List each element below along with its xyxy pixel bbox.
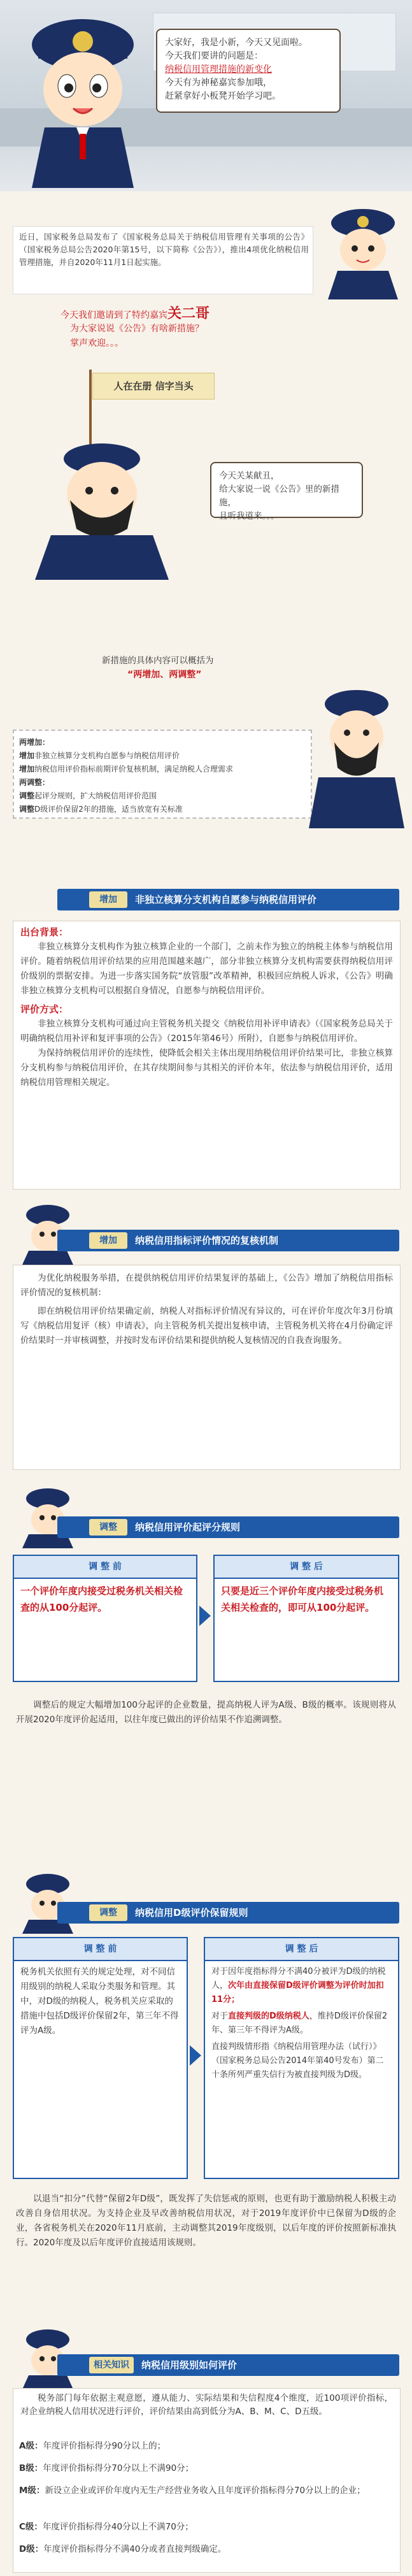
section-levels bbox=[0, 2326, 412, 2576]
review-text-2: 即在纳税信用评价结果确定前，纳税人对指标评价情况有异议的，可在评价年度次年3月份填写《纳税信用复评（核）申请表》，向主管税务机关提出复核申请，主管税务机关将在4月份确定评价结果时一并审核调整，并按时发布评价结果和提供纳税人复核情况的自我查询服务。 bbox=[20, 1306, 393, 1346]
method-text-1: 非独立核算分支机构可通过向主管税务机关提交《纳税信用补评申请表》（《国家税务总局关于明确纳税信用补评和复评事项的公告》（2015年第46号）所附），自愿参与纳税信用评价。 bbox=[20, 1019, 393, 1044]
section-tag: 调整 bbox=[89, 1519, 127, 1536]
section-header bbox=[0, 1896, 412, 1930]
officer-icon bbox=[322, 204, 404, 299]
background-label: 出台背景： bbox=[20, 926, 69, 938]
summary-item: 两增加： bbox=[19, 738, 50, 747]
guan-flag: 人在在册 信字当头 bbox=[92, 373, 215, 399]
level-item-a: A级：年度评价指标得分90分以上的； bbox=[19, 2441, 166, 2451]
summary-lead-1: 新措施的具体内容可以概括为 bbox=[102, 656, 214, 666]
officer-icon bbox=[13, 6, 153, 188]
summary-list bbox=[19, 736, 306, 816]
section-title: 纳税信用评价起评分规则 bbox=[135, 1522, 241, 1533]
section-tag: 调整 bbox=[89, 1904, 127, 1921]
section-title: 纳税信用指标评价情况的复核机制 bbox=[135, 1235, 279, 1246]
guan-line-1: 今天关某献丑， bbox=[219, 471, 280, 481]
levels-intro: 税务部门每年依据主观意愿，遵从能力、实际结果和失信程度4个维度，近100项评价指标，对企业纳税人信用状况进行评价，评价结果由高到低分为A、B、M、C、D五级。 bbox=[20, 2393, 393, 2417]
guan-section bbox=[0, 357, 412, 644]
background-text: 非独立核算分支机构作为独立核算企业的一个部门，之前未作为独立的纳税主体参与纳税信用评价。随着纳税信用评价结果的应用范围越来越广，部分非独立核算分支机构需要获得纳税信用评价级别的票据安排。为进一步落实国务院“放管服”改革精神，积极回应纳税人诉求，《公告》明确非独立核算分支机构可以根据自身情况，自愿参与纳税信用评价。 bbox=[20, 942, 393, 996]
section-independent-branch bbox=[0, 879, 412, 1198]
summary-lead-2: “两增加、两调整” bbox=[127, 670, 202, 680]
summary-item: 增加非独立核算分支机构自愿参与纳税信用评价 bbox=[19, 751, 180, 760]
guan-officer-icon bbox=[25, 440, 178, 580]
section-d-level bbox=[0, 1867, 412, 2326]
d-level-text: 以退当“扣分”代替“保留2年D级”，既发挥了失信惩戒的原则，也更有助于激励纳税人积极主动改善自身信用状况。为支持企业及早改善纳税信用状况，对于2019年度评价中已保留为D级的企业，各省税务机关在2020年11月底前，主动调整其2019年度级别，以后年度的评价按照新标准执行。2020年度及以后年度评价直接适用该规则。 bbox=[16, 2194, 396, 2248]
intro-line-2: 今天我们要讲的问题是： bbox=[165, 51, 263, 61]
intro-line-1: 大家好，我是小新，今天又见面啦。 bbox=[165, 38, 308, 48]
section-review-mechanism bbox=[0, 1198, 412, 1478]
guan-line-2: 给大家说一说《公告》里的新措施， bbox=[219, 484, 339, 508]
guest-line-3: 掌声欢迎。。。 bbox=[70, 338, 124, 349]
after-text: 只要是近三个评价年度内接受过税务机关相关检查的，即可从100分起评。 bbox=[221, 1585, 384, 1613]
guan-officer-icon bbox=[306, 682, 408, 828]
section-tag: 增加 bbox=[89, 891, 127, 908]
section-header bbox=[0, 1510, 412, 1544]
before-text: 一个评价年度内接受过税务机关相关检查的从100分起评。 bbox=[20, 1585, 183, 1613]
section-header bbox=[0, 2348, 412, 2382]
level-item-c: C级：年度评价指标得分40分以上不满70分； bbox=[19, 2522, 194, 2532]
score-text: 调整后的规定大幅增加100分起评的企业数量，提高纳税人评为A级、B级的概率。该规则将从开展2020年度评价起适用，以往年度已做出的评价结果不作追溯调整。 bbox=[16, 1700, 396, 1725]
level-item-d: D级：年度评价指标得分不满40分或者直接判级确定。 bbox=[19, 2544, 227, 2554]
review-text-1: 为优化纳税服务举措，在提供纳税信用评价结果复评的基础上，《公告》增加了纳税信用指标评价情况的复核机制： bbox=[20, 1273, 393, 1298]
summary-section bbox=[0, 644, 412, 879]
summary-item: 两调整： bbox=[19, 778, 50, 787]
section-title: 非独立核算分支机构自愿参与纳税信用评价 bbox=[135, 894, 317, 905]
news-section bbox=[0, 191, 412, 357]
before-head: 调 整 前 bbox=[14, 1556, 196, 1579]
before-text: 税务机关依照有关的规定处理，对不同信用级别的纳税人采取分类服务和管理。其中，对D级的纳税人，税务机关应采取的措施中包括D级评价保留2年，第三年不得评为A级。 bbox=[20, 1967, 179, 2036]
intro-speech-bubble bbox=[156, 29, 341, 113]
section-initial-score bbox=[0, 1478, 412, 1867]
before-card bbox=[13, 1555, 197, 1682]
after-card bbox=[204, 1937, 399, 2179]
review-text bbox=[20, 1271, 393, 1348]
intro-line-3: 纳税信用管理措施的新变化 bbox=[165, 64, 272, 75]
summary-item: 调整起评分规则，扩大纳税信用评价范围 bbox=[19, 791, 157, 800]
section-tag: 增加 bbox=[89, 1232, 127, 1249]
before-card bbox=[13, 1937, 188, 2179]
section-title: 纳税信用D级评价保留规则 bbox=[135, 1907, 248, 1918]
level-item-b: B级：年度评价指标得分70分以上不满90分； bbox=[19, 2463, 194, 2473]
guan-speech-bubble bbox=[210, 462, 363, 521]
after-head: 调 整 后 bbox=[205, 1938, 398, 1961]
intro-section bbox=[0, 0, 412, 191]
summary-item: 增加纳税信用评价指标前期评价复核机制，满足纳税人合理需求 bbox=[19, 765, 234, 774]
after-card bbox=[213, 1555, 399, 1682]
method-text-2: 为保持纳税信用评价的连续性，使降低会相关主体出现用纳税信用评价结果可比，非独立核算分支机构参与纳税信用评价，在其存续期间参与其相关的评价本年，依法参与纳税信用评价，适用纳税信用管理相关规定。 bbox=[20, 1048, 393, 1088]
guan-line-3: 且听我道来。。。 bbox=[219, 511, 280, 521]
method-label: 评价方式： bbox=[20, 1004, 69, 1015]
guest-line-2: 为大家说说《公告》有啥新措施？ bbox=[70, 324, 204, 334]
news-text: 近日，国家税务总局发布了《国家税务总局关于纳税信用管理有关事项的公告》（国家税务总局公告2020年第15号，以下简称《公告》），推出4项优化纳税信用管理措施，并自2020年11月1日起实施。 bbox=[19, 232, 309, 267]
section-header bbox=[0, 1223, 412, 1258]
level-item-m: M级：新设立企业或评价年度内无生产经营业务收入且年度评价指标得分70分以上的企业； bbox=[19, 2486, 366, 2496]
after-text: 对于因年度指标得分不满40分被评为D级的纳税人，次年由直接保留D级评价调整为评价时加扣11分； 对于直接判级的D级纳税人，维持D级评价保留2年、第三年不得评为A级。 直接判级情形指《纳税信用管理办法（试行）》（国家税务总局公告2014年第40号发布）第二十条所列严重失信行为被直接判级为D级。 bbox=[211, 1967, 388, 2080]
section-title: 纳税信用级别如何评价 bbox=[141, 2359, 238, 2371]
before-head: 调 整 前 bbox=[14, 1938, 187, 1961]
arrow-right-icon bbox=[190, 2045, 201, 2066]
guest-line-1: 今天我们邀请到了特约嘉宾关二哥 bbox=[60, 306, 210, 322]
intro-line-5: 赶紧拿好小板凳开始学习吧。 bbox=[165, 91, 281, 101]
section-tag: 相关知识 bbox=[89, 2357, 134, 2373]
after-head: 调 整 后 bbox=[215, 1556, 398, 1579]
arrow-right-icon bbox=[199, 1606, 211, 1626]
section-header bbox=[0, 882, 412, 917]
background-block bbox=[20, 925, 393, 1090]
guest-name: 关二哥 bbox=[167, 306, 210, 322]
summary-item: 调整D级评价保留2年的措施，适当放宽有关标准 bbox=[19, 805, 183, 814]
intro-line-4: 今天有为神秘嘉宾参加哦， bbox=[165, 78, 272, 88]
